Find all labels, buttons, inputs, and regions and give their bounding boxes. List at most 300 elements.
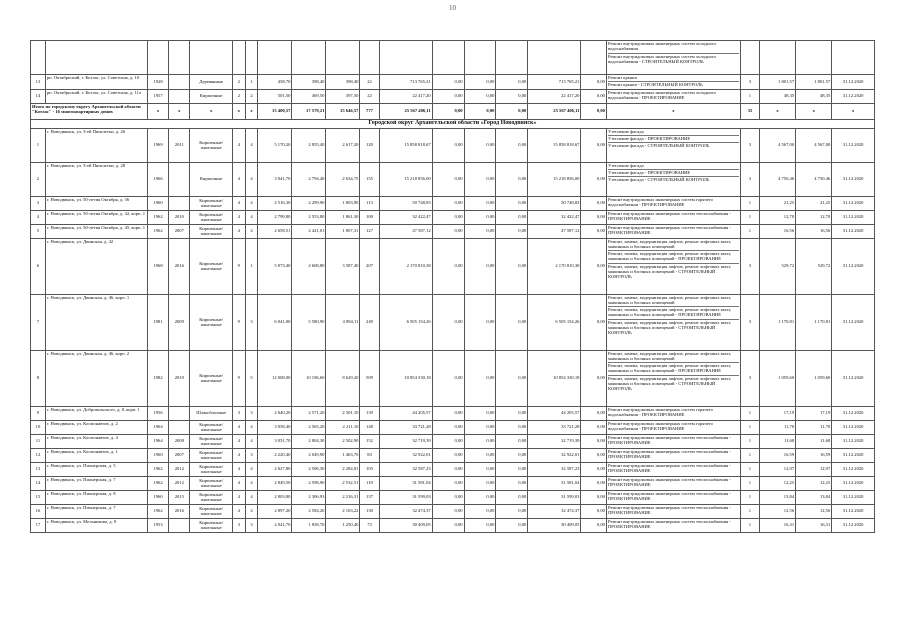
row-number: 2 [31,162,46,196]
entrances: 2 [245,89,258,103]
table-row [31,448,875,462]
premises-area: 2 506,30 [292,462,326,476]
fund-owners: 50 748,83 [528,196,581,210]
wall-material: Кирпичные/панельные [190,462,233,476]
fund-local: 0,00 [496,294,528,350]
build-year: 1960 [147,196,168,210]
floors: 4 [232,490,245,504]
works-count [740,41,759,75]
fund-federal: 0,00 [432,350,464,406]
total-area: 3 051,70 [258,434,292,448]
total-area: 2 803,80 [258,490,292,504]
total-area: 458,70 [258,75,292,90]
residents: 120 [360,128,379,162]
entrances: 4 [245,162,258,196]
build-year: 1957 [147,89,168,103]
work-type-line: Ремонт крыши - СТРОИТЕЛЬНЫЙ КОНТРОЛЬ [607,82,703,88]
cost-total: 50 748,83 [379,196,432,210]
residential-area [326,41,360,75]
residents: 207 [360,238,379,294]
total-area: 2 849,50 [258,476,292,490]
max-cost: 4 567,00 [796,128,832,162]
fund-owners: 32 719,39 [528,434,581,448]
specific-cost: 13,84 [760,490,796,504]
fund-local: 0,00 [496,238,528,294]
fund-regional: 0,00 [464,196,496,210]
build-year: 1953 [147,518,168,532]
premises-area: 2 794,40 [292,162,326,196]
premises-area: 17 579,21 [292,103,326,119]
deadline: 31.12.2020 [832,224,875,238]
residential-area: 4 894,11 [326,294,360,350]
residents: 249 [360,294,379,350]
fund-other: 0,00 [581,103,607,119]
cost-total: 31 581,04 [379,476,432,490]
specific-cost: 16,56 [760,224,796,238]
fund-regional [464,41,496,75]
fund-regional: 0,00 [464,224,496,238]
specific-cost: 48,35 [760,89,796,103]
row-number [31,41,46,75]
fund-other: 0,00 [581,406,607,420]
row-number: 16 [31,504,46,518]
work-type-cell [606,210,740,224]
work-type-cell [606,41,740,75]
deadline: 31.12.2020 [832,476,875,490]
max-cost: 16,56 [796,224,832,238]
residents: 22 [360,89,379,103]
address-cell [45,41,147,75]
residents: 155 [360,162,379,196]
fund-federal: 0,00 [432,490,464,504]
residents: 127 [360,224,379,238]
fund-other: 0,00 [581,434,607,448]
wall-material: Шлакоблочные [190,406,233,420]
work-type-line: Утепление фасада - СТРОИТЕЛЬНЫЙ КОНТРОЛЬ [607,143,710,149]
total-area: 3 041,70 [258,162,292,196]
deadline: 31.12.2020 [832,420,875,434]
work-type-cell [606,504,740,518]
fund-other: 0,00 [581,350,607,406]
table-row [31,518,875,532]
residential-area: 2 532,51 [326,476,360,490]
fund-federal: 0,00 [432,128,464,162]
fund-regional: 0,00 [464,448,496,462]
fund-local: 0,00 [496,420,528,434]
fund-federal [432,41,464,75]
section-header-row [31,119,875,128]
build-year: 1960 [147,448,168,462]
capital-repair-table [30,40,875,533]
row-number: 3 [31,196,46,210]
entrances: x [245,103,258,119]
premises-area: 2 421,01 [292,224,326,238]
work-type-cell [606,350,740,406]
floors: 4 [232,448,245,462]
fund-local: 0,00 [496,504,528,518]
floors: 9 [232,294,245,350]
entrances: 4 [245,224,258,238]
row-number: 13 [31,462,46,476]
fund-other: 0,00 [581,196,607,210]
work-type-line: Утепление фасада [608,163,739,170]
repair-year: 2012 [169,476,190,490]
fund-owners: 32 422,47 [528,210,581,224]
premises-area: 2 306,93 [292,490,326,504]
row-number: 14 [31,476,46,490]
repair-year: 2009 [169,294,190,350]
work-type-line: Ремонт внутридомовых инженерных систем теплоснабжения - ПРОЕКТИРОВАНИЕ [607,490,731,501]
fund-other: 0,00 [581,462,607,476]
repair-year [169,406,190,420]
fund-other: 0,00 [581,224,607,238]
fund-regional: 0,00 [464,75,496,90]
works-count: 1 [740,434,759,448]
premises-area: 10 196,60 [292,350,326,406]
specific-cost: 1 801,57 [760,75,796,90]
premises-area: 2 299,90 [292,196,326,210]
cost-total [379,41,432,75]
works-count: 3 [740,350,759,406]
fund-federal: 0,00 [432,210,464,224]
max-cost: 48,35 [796,89,832,103]
wall-material [190,41,233,75]
entrances: 3 [245,406,258,420]
repair-year: x [169,103,190,119]
wall-material: Кирпичные/панельные [190,448,233,462]
floors: 4 [232,224,245,238]
table-row [31,476,875,490]
fund-other: 0,00 [581,420,607,434]
residential-area: 1 861,30 [326,210,360,224]
work-type-line: Ремонт, замена, модернизация лифтов, ремонт лифтовых шахт, машинных и блочных помещений [608,351,739,364]
residential-area: 2 502,90 [326,434,360,448]
max-cost: 1 801,57 [796,75,832,90]
specific-cost: 16,31 [760,518,796,532]
max-cost: 17,19 [796,406,832,420]
total-area: 2 799,80 [258,210,292,224]
cost-total: 6 505 154,26 [379,294,432,350]
deadline: x [832,103,875,119]
residential-area: 1 463,70 [326,448,360,462]
row-number: 14 [31,89,46,103]
table-row [31,420,875,434]
row-number: 13 [31,75,46,90]
works-count: 1 [740,196,759,210]
works-count: 1 [740,448,759,462]
fund-federal: 0,00 [432,504,464,518]
row-number: 7 [31,294,46,350]
max-cost: 1 170,81 [796,294,832,350]
work-type-line: Ремонт внутридомовых инженерных систем теплоснабжения - ПРОЕКТИРОВАНИЕ [607,210,731,221]
fund-owners: 32 474,37 [528,504,581,518]
work-type-line: Ремонт крыши [608,75,739,82]
floors: 4 [232,196,245,210]
max-cost: 16,31 [796,518,832,532]
build-year: 1962 [147,504,168,518]
build-year: x [147,103,168,119]
repair-year: 2010 [169,210,190,224]
fund-owners [528,41,581,75]
row-number: 9 [31,406,46,420]
specific-cost: 12,70 [760,210,796,224]
build-year [147,41,168,75]
premises-area [292,41,326,75]
fund-local: 0,00 [496,103,528,119]
repair-year: 2012 [169,462,190,476]
work-type-line: Ремонт внутридомовых инженерных систем горячего водоснабжения - ПРОЕКТИРОВАНИЕ [607,196,713,207]
deadline: 31.12.2020 [832,294,875,350]
deadline: 31.12.2020 [832,89,875,103]
fund-owners: 25 567 406,11 [528,103,581,119]
wall-material: Кирпичные/панельные [190,504,233,518]
fund-other: 0,00 [581,294,607,350]
fund-regional: 0,00 [464,462,496,476]
deadline: 31.12.2020 [832,162,875,196]
work-type-cell [606,490,740,504]
address-cell: рп. Октябрьский, г. Котлас, ул. Советская, д. 11а [45,89,147,103]
residents: 137 [360,490,379,504]
specific-cost: 21,25 [760,196,796,210]
fund-federal: 0,00 [432,518,464,532]
address-cell: г. Новодвинск, ул. Добровольского, д. 8, корп. 1 [45,406,147,420]
work-type-cell [606,238,740,294]
work-type-line: Ремонт, замена, модернизация лифтов, ремонт лифтовых шахт, машинных и блочных помещений - СТРОИТЕЛЬНЫЙ КОНТРОЛЬ [607,319,732,336]
max-cost: 12,56 [796,504,832,518]
total-area: 5 073,40 [258,238,292,294]
wall-material: Кирпичные [190,162,233,196]
fund-regional: 0,00 [464,350,496,406]
fund-federal: 0,00 [432,294,464,350]
work-type-line: Утепление фасада - ПРОЕКТИРОВАНИЕ [608,136,739,143]
fund-owners: 32 587,23 [528,462,581,476]
residents: 113 [360,196,379,210]
deadline: 31.12.2020 [832,128,875,162]
row-number: 6 [31,238,46,294]
entrances: 4 [245,462,258,476]
fund-other: 0,00 [581,162,607,196]
build-year: 1962 [147,210,168,224]
deadline: 31.12.2020 [832,504,875,518]
wall-material: Кирпичные/панельные [190,238,233,294]
fund-owners: 32 922,01 [528,448,581,462]
repair-year: 2015 [169,490,190,504]
specific-cost: 12,25 [760,476,796,490]
cost-total: 15 858 818,67 [379,128,432,162]
premises-area: 2 571,20 [292,406,326,420]
row-number: 17 [31,518,46,532]
total-area: 6 041,00 [258,294,292,350]
deadline: 31.12.2020 [832,210,875,224]
address-cell: г. Новодвинск, ул. Двинская, д. 46, корп. 1 [45,294,147,350]
fund-federal: 0,00 [432,89,464,103]
repair-year [169,518,190,532]
work-type-line: Ремонт внутридомовых инженерных систем теплоснабжения - ПРОЕКТИРОВАНИЕ [607,462,731,473]
max-cost: 11,68 [796,434,832,448]
work-type-line: Ремонт, замена, модернизация лифтов, ремонт лифтовых шахт, машинных и блочных помещений - СТРОИТЕЛЬНЫЙ КОНТРОЛЬ [607,263,732,280]
fund-local [496,41,528,75]
premises-area: 4 608,80 [292,238,326,294]
fund-owners: 22 417,20 [528,89,581,103]
works-count: 1 [740,518,759,532]
build-year: 1962 [147,224,168,238]
residential-area: 2 634,75 [326,162,360,196]
build-year: 1962 [147,476,168,490]
specific-cost: 1 170,81 [760,294,796,350]
max-cost: 12,70 [796,210,832,224]
section-title: Городской округ Архангельской области «Город Новодвинск» [31,119,875,128]
works-count: 3 [740,238,759,294]
repair-year: 2007 [169,448,190,462]
fund-federal: 0,00 [432,406,464,420]
table-row [31,294,875,350]
entrances: 4 [245,434,258,448]
cost-total: 32 474,37 [379,504,432,518]
repair-year [169,162,190,196]
fund-local: 0,00 [496,406,528,420]
premises-area: 2 804,30 [292,434,326,448]
fund-regional: 0,00 [464,89,496,103]
address-cell: г. Новодвинск, ул. Пионерская, д. 7 [45,476,147,490]
total-area: 12 008,00 [258,350,292,406]
entrances: 1 [245,238,258,294]
work-type-cell: x [606,103,740,119]
table-row [31,350,875,406]
floors: 4 [232,420,245,434]
fund-federal: 0,00 [432,462,464,476]
cost-total: 32 587,23 [379,462,432,476]
residents: 73 [360,518,379,532]
entrances: 4 [245,128,258,162]
row-number: 5 [31,224,46,238]
residential-area: 398,40 [326,75,360,90]
works-count: 1 [740,476,759,490]
address-cell: г. Новодвинск, ул. 3-ей Пятилетки, д. 28 [45,162,147,196]
total-area: 5 170,20 [258,128,292,162]
residential-area: 397,50 [326,89,360,103]
floors: 9 [232,238,245,294]
table-row [31,504,875,518]
work-type-line: Ремонт, замена, модернизация лифтов, ремонт лифтовых шахт, машинных и блочных помещений - ПРОЕКТИРОВАНИЕ [608,307,739,320]
residential-area: 1 807,31 [326,224,360,238]
fund-federal: 0,00 [432,162,464,196]
max-cost: 16,59 [796,448,832,462]
repair-year: 2019 [169,350,190,406]
fund-federal: 0,00 [432,434,464,448]
fund-local: 0,00 [496,434,528,448]
address-cell: г. Новодвинск, ул. Двинская, д. 46, корп. 2 [45,350,147,406]
row-number: 4 [31,210,46,224]
work-type-cell [606,89,740,103]
table-row [31,406,875,420]
fund-regional: 0,00 [464,476,496,490]
fund-other: 0,00 [581,518,607,532]
fund-regional: 0,00 [464,128,496,162]
work-type-cell [606,420,740,434]
build-year: 1960 [147,490,168,504]
specific-cost: 4 567,00 [760,128,796,162]
table-row [31,462,875,476]
works-count: 3 [740,162,759,196]
build-year: 1964 [147,420,168,434]
residential-area: 2 211,10 [326,420,360,434]
total-area: 2 041,70 [258,518,292,532]
residential-area: 2 501,10 [326,406,360,420]
build-year: 1962 [147,462,168,476]
total-area: 3 058,40 [258,420,292,434]
repair-year: 2008 [169,434,190,448]
row-number: 1 [31,128,46,162]
max-cost: 1 059,60 [796,350,832,406]
fund-other: 0,00 [581,490,607,504]
entrances: 4 [245,504,258,518]
deadline: 31.12.2020 [832,490,875,504]
works-count: 35 [740,103,759,119]
residential-area: 8 629,20 [326,350,360,406]
deadline: 31.12.2020 [832,434,875,448]
deadline: 31.12.2020 [832,238,875,294]
deadline: 31.12.2020 [832,518,875,532]
address-cell: г. Новодвинск, ул. Пионерская, д. 7 [45,504,147,518]
table-row [31,196,875,210]
premises-area: 2 855,40 [292,128,326,162]
work-type-cell [606,128,740,162]
row-number: 11 [31,434,46,448]
fund-regional: 0,00 [464,420,496,434]
work-type-cell [606,462,740,476]
max-cost: x [796,103,832,119]
wall-material: Кирпичные/панельные [190,128,233,162]
work-type-line: Ремонт внутридомовых инженерных систем теплоснабжения - ПРОЕКТИРОВАНИЕ [607,434,731,445]
residents: 139 [360,406,379,420]
build-year: 1982 [147,350,168,406]
wall-material: Кирпичные/панельные [190,490,233,504]
fund-local: 0,00 [496,350,528,406]
deadline: 31.12.2020 [832,350,875,406]
total-area: 2 516,30 [258,196,292,210]
entrances: 4 [245,490,258,504]
floors: 3 [232,518,245,532]
total-area: 2 640,20 [258,406,292,420]
fund-other: 0,00 [581,128,607,162]
repair-year [169,41,190,75]
address-cell: г. Новодвинск, ул. Мельникова, д. 9 [45,518,147,532]
works-count: 1 [740,210,759,224]
residents: 100 [360,210,379,224]
deadline [832,41,875,75]
cost-total: 31 599,03 [379,490,432,504]
fund-owners: 2 170 810,38 [528,238,581,294]
fund-owners: 6 505 154,26 [528,294,581,350]
work-type-line: Ремонт, замена, модернизация лифтов, ремонт лифтовых шахт, машинных и блочных помещений - ПРОЕКТИРОВАНИЕ [608,251,739,264]
repair-year: 2011 [169,128,190,162]
fund-regional: 0,00 [464,238,496,294]
build-year: 1981 [147,294,168,350]
fund-local: 0,00 [496,518,528,532]
floors: x [232,103,245,119]
address-cell: г. Новодвинск, ул. 50-летия Октября, д. 45, корп. 1 [45,224,147,238]
repair-year [169,196,190,210]
fund-federal: 0,00 [432,103,464,119]
cost-total: 15 218 856,00 [379,162,432,196]
premises-area: 2 049,90 [292,448,326,462]
work-type-line: Ремонт, замена, модернизация лифтов, ремонт лифтовых шахт, машинных и блочных помещений - СТРОИТЕЛЬНЫЙ КОНТРОЛЬ [607,375,732,392]
fund-owners: 10 854 330,18 [528,350,581,406]
address-cell: рп. Октябрьский, г. Котлас, ул. Советская, д. 10 [45,75,147,90]
specific-cost: 12,56 [760,504,796,518]
row-number: 10 [31,420,46,434]
floors: 4 [232,476,245,490]
